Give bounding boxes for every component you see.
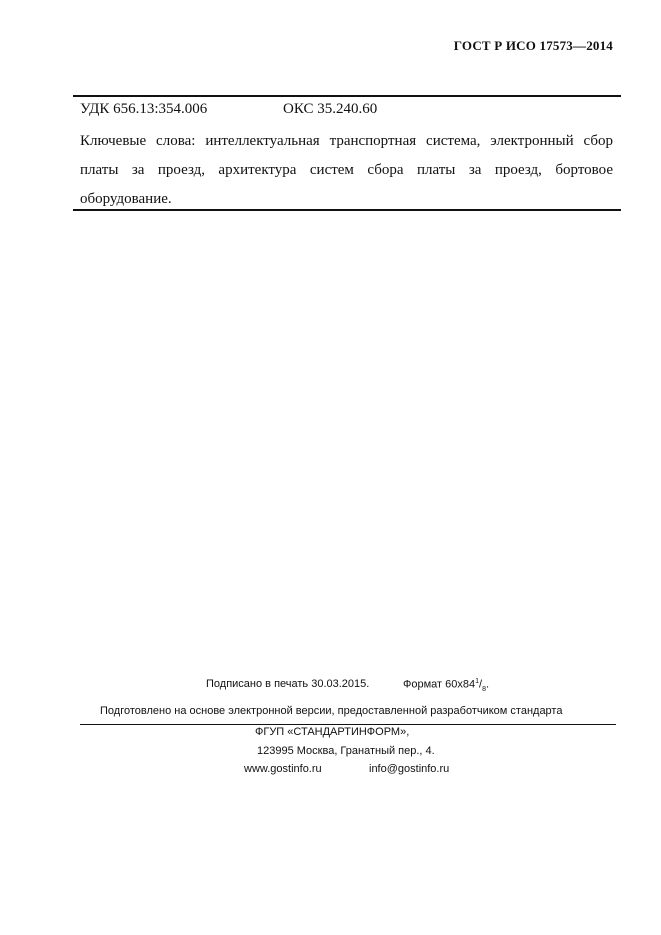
signed-date: Подписано в печать 30.03.2015. [206,678,370,690]
format-denominator: 8 [482,685,486,693]
bottom-divider [73,209,621,211]
imprint-divider [80,724,616,725]
format-suffix: . [485,678,490,691]
format-numerator: 1 [475,678,480,685]
oks-code: ОКС 35.240.60 [283,101,378,117]
paper-format: Формат $60х84^1/_8$. [403,678,490,693]
udk-code: УДК 656.13:354.006 [80,101,208,117]
keywords-paragraph: Ключевые слова: интеллектуальная транспортная система, электронный сбор платы за проезд, архитектура систем сбора платы за проезд, бортовое оборудование. [80,133,613,207]
format-prefix: Формат 60х84 [403,678,476,691]
top-divider [73,95,621,97]
prepared-note: Подготовлено на основе электронной версии, предоставленной разработчиком стандарта [100,705,563,717]
email-link[interactable]: info@gostinfo.ru [369,763,450,775]
standard-code: ГОСТ Р ИСО 17573—2014 [453,38,613,53]
publisher-name: ФГУП «СТАНДАРТИНФОРМ», [255,726,410,738]
website-link[interactable]: www.gostinfo.ru [244,763,322,775]
publisher-address: 123995 Москва, Гранатный пер., 4. [257,745,435,757]
classification-line [80,101,378,118]
